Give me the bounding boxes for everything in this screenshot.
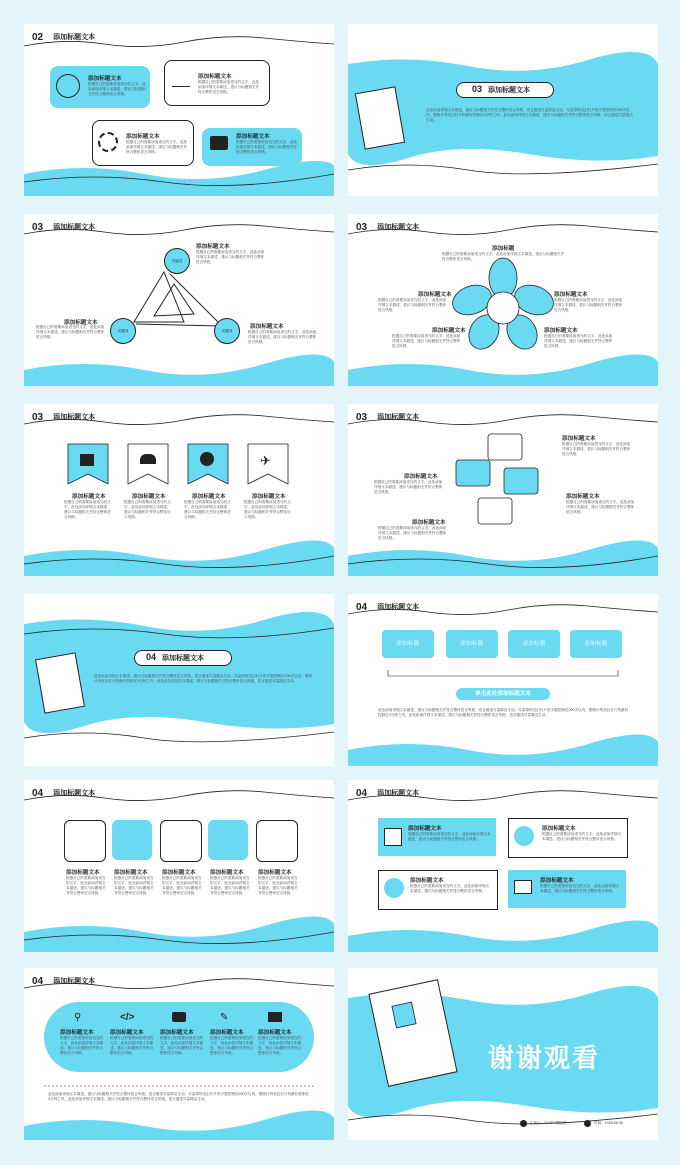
paragraph: 此处添加详细文本描述，建议与标题相关并符合整体语言风格，语言描述尽量简洁生动，尽量将每页幻灯片的字数控制在200字以内，据统计每页幻灯片的最好控制在3分钟之内，此处添加详细文本描述，建议与标题相关并符合整体语言风格。语言描述尽量简洁生动。 (94, 674, 313, 683)
slide-title: 添加标题文本 (53, 978, 96, 985)
chat-icon[interactable] (160, 820, 202, 862)
item-title: 添加标题文本 (418, 292, 452, 298)
item-title: 添加标题文本 (132, 494, 166, 500)
item-text: 根据自己的需要添加适当的文字，此处添加详细文本描述，建议与标题相关并符合整体语言风格。 (248, 330, 317, 344)
wave-decoration (24, 780, 334, 952)
slide-3[interactable] (24, 214, 334, 386)
slide-title: 添加标题文本 (377, 790, 420, 797)
card-text: 根据自己的需要添加适当的文字，此处添加详细文本描述，建议与标题相关并符合整体语言风格。 (408, 832, 491, 841)
item-title: 添加标题文本 (432, 328, 466, 334)
item-title: 添加标题文本 (252, 494, 286, 500)
item-title: 添加标题文本 (160, 1030, 194, 1036)
tag-icon[interactable] (112, 820, 152, 860)
wave-decoration (348, 594, 658, 766)
item-text: 根据自己的需要添加适当的文字，此处添加详细文本描述，建议与标题相关并符合整体语言风格。 (210, 876, 250, 895)
item-title: 添加标题文本 (210, 1030, 244, 1036)
item-text: 根据自己的需要添加适当的文字，此处添加详细文本描述，建议与标题相关并符合整体语言风格。 (562, 442, 631, 456)
card-title: 添加标题文本 (542, 826, 576, 832)
item-text: 根据自己的需要添加适当的文字，此处添加详细文本描述，建议与标题相关并符合整体语言风格。 (554, 298, 623, 312)
slide-9[interactable] (24, 780, 334, 952)
camera-icon (172, 1012, 186, 1022)
item-title: 添加标题文本 (258, 870, 292, 876)
slide-title: 添加标题文本 (53, 224, 96, 231)
item-text: 根据自己的需要添加适当的文字，此处添加详细文本描述，建议与标题相关并符合整体语言风格。 (124, 500, 171, 519)
section-number: 02 (32, 31, 44, 43)
paragraph: 此处添加详细文本描述，建议与标题相关并符合整体语言风格，语言描述尽量简洁生动，尽量将每页幻灯片的字数控制在200字以内，据统计每页幻灯片的最好控制在3分钟之内，此处添加详细文本描述，建议与标题相关并符合整体语言风格。语言描述尽量简洁生动。 (48, 1092, 310, 1101)
slide-title: 添加标题文本 (377, 604, 420, 611)
slide-2[interactable] (348, 24, 658, 196)
item-title: 添加标题文本 (60, 1030, 94, 1036)
slide-title: 添加标题文本 (377, 414, 420, 421)
slide-7[interactable] (24, 594, 334, 766)
card-title: 添加标题文本 (88, 76, 122, 82)
item-text: 根据自己的需要添加适当的文字，此处添加详细文本描述，建议与标题相关并符合整体语言风格。 (64, 500, 111, 519)
slide-11[interactable] (24, 968, 334, 1140)
title-button-2[interactable]: 添加标题 (446, 630, 498, 658)
wave-decoration (24, 214, 334, 386)
item-text: 根据自己的需要添加适当的文字，此处添加详细文本描述，建议与标题相关并符合整体语言风格。 (374, 480, 443, 494)
badge-label (146, 652, 204, 663)
card-title: 添加标题文本 (198, 74, 232, 80)
card-title: 添加标题文本 (540, 878, 574, 884)
section-number: 04 (356, 601, 368, 613)
send-icon[interactable] (256, 820, 298, 862)
time-label: 时间：2025.06.06 (594, 1121, 623, 1125)
film-icon (268, 1012, 282, 1022)
keyword-label: 关键词 (171, 259, 183, 263)
slide-title: 添加标题文本 (162, 655, 205, 662)
item-text: 根据自己的需要添加适当的文字，此处添加详细文本描述，建议与标题相关并符合整体语言风格。 (244, 500, 291, 519)
box-icon (80, 454, 94, 466)
item-title: 添加标题文本 (250, 324, 284, 330)
item-title: 添加标题文本 (412, 520, 446, 526)
item-title: 添加标题文本 (566, 494, 600, 500)
card-text: 根据自己的需要添加适当的文字，此处添加详细文本描述，建议与标题相关并符合整体语言风格。 (198, 80, 260, 94)
slide-title: 添加标题文本 (53, 414, 96, 421)
item-text: 根据自己的需要添加适当的文字，此处添加详细文本描述，建议与标题相关并符合整体语言风格。 (110, 1036, 154, 1055)
slide-header (32, 974, 95, 988)
keyword-circle (164, 248, 190, 274)
slide-4[interactable] (348, 214, 658, 386)
slide-title: 添加标题文本 (53, 34, 96, 41)
slide-title: 添加标题文本 (488, 87, 531, 94)
item-text: 根据自己的需要添加适当的文字，此处添加详细文本描述，建议与标题相关并符合整体语言风格。 (196, 250, 265, 264)
envelope-icon (514, 880, 532, 894)
keyword-label: 关键词 (221, 329, 233, 333)
chart-icon (172, 72, 190, 87)
item-text: 根据自己的需要添加适当的文字，此处添加详细文本描述，建议与标题相关并符合整体语言风格。 (162, 876, 202, 895)
item-title: 添加标题文本 (554, 292, 588, 298)
item-text: 根据自己的需要添加适当的文字，此处添加详细文本描述，建议与标题相关并符合整体语言风格。 (392, 334, 461, 348)
item-title: 添加标题文本 (404, 474, 438, 480)
paragraph: 此处添加详细文本描述，建议与标题相关并符合整体语言风格，语言描述尽量简洁生动，尽量将每页幻灯片的字数控制在200字以内，据统计每页幻灯片的最好控制在3分钟之内，此处添加详细文本描述，建议与标题相关并符合整体语言风格。语言描述尽量简洁生动。 (378, 708, 629, 717)
item-title: 添加标题文本 (64, 320, 98, 326)
item-text: 根据自己的需要添加适当的文字，此处添加详细文本描述，建议与标题相关并符合整体语言风格。 (566, 500, 635, 514)
calendar-icon (384, 828, 402, 846)
slide-5[interactable] (24, 404, 334, 576)
card-title: 添加标题文本 (410, 878, 444, 884)
item-text: 根据自己的需要添加适当的文字，此处添加详细文本描述，建议与标题相关并符合整体语言风格。 (36, 325, 105, 339)
wave-decoration (24, 404, 334, 576)
gears-icon (98, 132, 118, 152)
title-button-3[interactable]: 添加标题 (508, 630, 560, 658)
slide-title: 添加标题文本 (377, 224, 420, 231)
badge-label (472, 84, 530, 95)
item-text: 根据自己的需要添加适当的文字，此处添加详细文本描述，建议与标题相关并符合整体语言风格。 (378, 526, 447, 540)
item-text: 根据自己的需要添加适当的文字，此处添加详细文本描述，建议与标题相关并符合整体语言风格。 (114, 876, 154, 895)
section-number: 04 (356, 787, 368, 799)
slide-title: 添加标题文本 (53, 790, 96, 797)
slide-6[interactable] (348, 404, 658, 576)
title-button-4[interactable]: 添加标题 (570, 630, 622, 658)
card-title: 添加标题文本 (126, 134, 160, 140)
airplane-icon: ✈ (260, 453, 271, 468)
section-number: 03 (356, 411, 368, 423)
slide-12[interactable] (348, 968, 658, 1140)
item-title: 添加标题文本 (66, 870, 100, 876)
item-title: 添加标题文本 (562, 436, 596, 442)
section-number: 03 (32, 221, 44, 233)
item-text: 根据自己的需要添加适当的文字，此处添加详细文本描述，建议与标题相关并符合整体语言风格。 (544, 334, 613, 348)
slide-8[interactable] (348, 594, 658, 766)
item-text: 根据自己的需要添加适当的文字，此处添加详细文本描述，建议与标题相关并符合整体语言风格。 (60, 1036, 104, 1055)
map-icon[interactable] (64, 820, 106, 862)
section-number: 03 (472, 84, 483, 94)
clock-icon (584, 1120, 591, 1127)
section-number: 04 (32, 787, 44, 799)
thank-you-title: 谢谢观看 (488, 1043, 601, 1073)
slide-header (32, 410, 95, 424)
item-text: 根据自己的需要添加适当的文字，此处添加详细文本描述，建议与标题相关并符合整体语言风格。 (66, 876, 106, 895)
item-title: 添加标题文本 (210, 870, 244, 876)
card-text: 根据自己的需要添加适当的文字，此处添加详细文本描述，建议与标题相关并符合整体语言风格。 (236, 140, 298, 154)
briefcase-icon (210, 136, 228, 150)
item-title: 添加标题文本 (114, 870, 148, 876)
people-icon (140, 454, 156, 464)
reporter-label: 汇报人：51PPT模板网 (530, 1121, 567, 1125)
item-text: 根据自己的需要添加适当的文字，此处添加详细文本描述，建议与标题相关并符合整体语言风格。 (210, 1036, 254, 1055)
item-title: 添加标题文本 (110, 1030, 144, 1036)
item-text: 根据自己的需要添加适当的文字，此处添加详细文本描述，建议与标题相关并符合整体语言风格。 (258, 876, 298, 895)
item-text: 根据自己的需要添加适当的文字，此处添加详细文本描述，建议与标题相关并符合整体语言风格。 (378, 298, 447, 312)
item-text: 根据自己的需要添加适当的文字，此处添加详细文本描述，建议与标题相关并符合整体语言风格。 (184, 500, 231, 519)
section-number: 03 (356, 221, 368, 233)
gear-icon (514, 826, 534, 846)
item-title: 添加标题文本 (544, 328, 578, 334)
item-title: 添加标题文本 (258, 1030, 292, 1036)
globe-icon (200, 452, 214, 466)
pencil-icon: ✎ (220, 1012, 229, 1023)
card-title: 添加标题文本 (236, 134, 270, 140)
section-number: 04 (146, 652, 157, 662)
keyword-circle (214, 318, 240, 344)
item-text: 根据自己的需要添加适当的文字，此处添加详细文本描述，建议与标题相关并符合整体语言风格。 (442, 252, 565, 261)
section-number: 03 (32, 411, 44, 423)
card-title: 添加标题文本 (408, 826, 442, 832)
slide-10[interactable] (348, 780, 658, 952)
slide-header (356, 786, 419, 800)
item-title: 添加标题文本 (162, 870, 196, 876)
item-title: 添加标题文本 (196, 244, 230, 250)
card-text: 根据自己的需要添加适当的文字，此处添加详细文本描述，建议与标题相关并符合整体语言风格。 (88, 82, 146, 96)
title-button-1[interactable]: 添加标题 (382, 630, 434, 658)
search-icon (384, 878, 404, 898)
globe-icon (56, 74, 80, 98)
wave-decoration (24, 24, 334, 196)
network-icon: ⚲ (74, 1012, 82, 1023)
keyword-circle (110, 318, 136, 344)
search-icon[interactable] (208, 820, 248, 860)
item-text: 根据自己的需要添加适当的文字，此处添加详细文本描述，建议与标题相关并符合整体语言风格。 (258, 1036, 302, 1055)
slide-header (32, 220, 95, 234)
wave-decoration (348, 780, 658, 952)
section-number: 04 (32, 975, 44, 987)
paragraph: 此处添加详细文本描述，建议与标题相关并符合整体语言风格，语言描述尽量简洁生动，尽量将每页幻灯片的字数控制在200字以内，据统计每页幻灯片的最好控制在3分钟之内，此处添加详细文本描述，建议与标题相关并符合整体语言风格。语言描述尽量简洁生动。 (426, 108, 633, 122)
card-text: 根据自己的需要添加适当的文字，此处添加详细文本描述，建议与标题相关并符合整体语言风格。 (540, 884, 620, 893)
card-text: 根据自己的需要添加适当的文字，此处添加详细文本描述，建议与标题相关并符合整体语言风格。 (410, 884, 490, 893)
keyword-label: 关键词 (117, 329, 129, 333)
item-title: 添加标题 (492, 246, 515, 252)
item-text: 根据自己的需要添加适当的文字，此处添加详细文本描述，建议与标题相关并符合整体语言风格。 (160, 1036, 204, 1055)
slide-header (356, 600, 419, 614)
slide-header (32, 30, 95, 44)
slide-header (356, 410, 419, 424)
slide-1[interactable] (24, 24, 334, 196)
item-title: 添加标题文本 (72, 494, 106, 500)
item-title: 添加标题文本 (192, 494, 226, 500)
reporter-icon (520, 1120, 527, 1127)
code-icon: </> (120, 1012, 135, 1023)
card-text: 根据自己的需要添加适当的文字，此处添加详细文本描述，建议与标题相关并符合整体语言风格。 (542, 832, 622, 841)
click-add-pill[interactable]: 单击此处添加标题文本 (456, 688, 550, 700)
slide-header (356, 220, 419, 234)
card-text: 根据自己的需要添加适当的文字，此处添加详细文本描述，建议与标题相关并符合整体语言风格。 (126, 140, 188, 154)
slide-header (32, 786, 95, 800)
